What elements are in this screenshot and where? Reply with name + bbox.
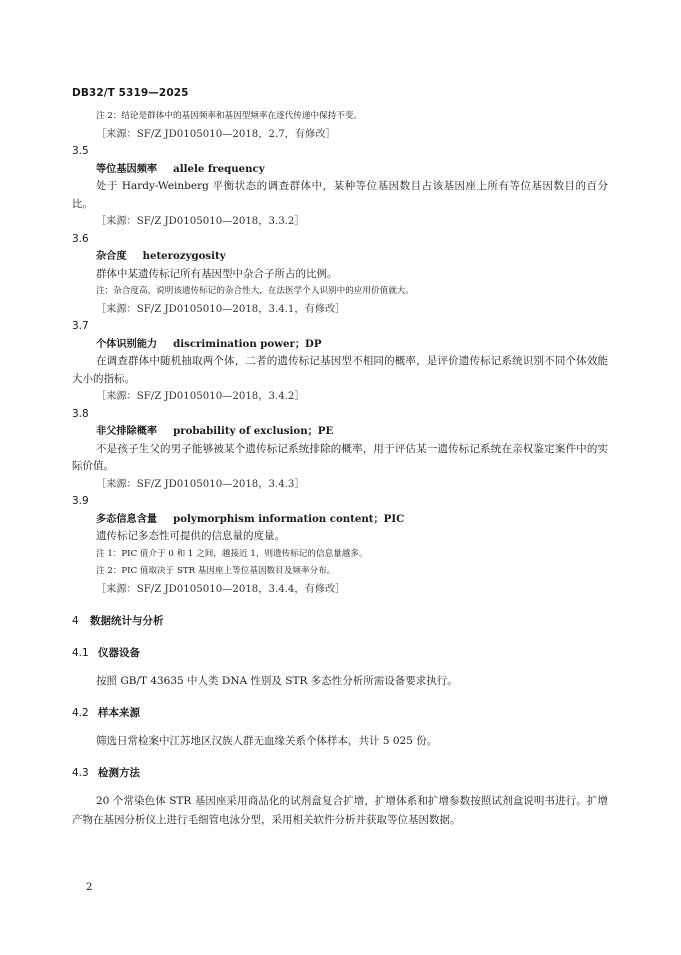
subsection-heading — [72, 705, 608, 722]
source-citation: ［来源：SF/Z JD0105010—2018，3.4.4，有修改］ — [96, 583, 346, 595]
term-heading — [72, 511, 608, 529]
subsection-title: 样本来源 — [98, 707, 140, 719]
subsection-heading — [72, 645, 608, 662]
paragraph: 20 个常染色体 STR 基因座采用商品化的试剂盒复合扩增，扩增体系和扩增参数按照试剂盒说明书进行。扩增产物在基因分析仪上进行毛细管电泳分型，采用相关软件分析并获取等位基因数据。 — [72, 795, 608, 826]
paragraph: 按照 GB/T 43635 中人类 DNA 性别及 STR 多态性分析所需设备要求执行。 — [96, 675, 458, 687]
source-citation: ［来源：SF/Z JD0105010—2018，3.4.2］ — [96, 391, 305, 402]
term-heading — [72, 248, 608, 266]
page-number: 2 — [86, 882, 93, 893]
paragraph: 筛选日常检案中江苏地区汉族人群无血缘关系个体样本，共计 5 025 份。 — [96, 735, 438, 747]
subsection-number: 4.2 — [72, 707, 89, 719]
subsection-title: 仪器设备 — [98, 647, 140, 659]
term-en: polymorphism information content；PIC — [173, 512, 405, 525]
source-citation: ［来源：SF/Z JD0105010—2018，3.4.3］ — [96, 478, 305, 490]
term-number: 3.6 — [72, 232, 89, 245]
page-content — [72, 108, 608, 830]
term-cn: 杂合度 — [96, 251, 127, 262]
note: 注：杂合度高，说明该遗传标记的杂合性大，在法医学个人识别中的应用价值就大。 — [96, 286, 414, 296]
term-definition: 在调查群体中随机抽取两个体，二者的遗传标记基因型不相同的概率，是评价遗传标记系统识别不同个体效能大小的指标。 — [72, 355, 608, 385]
term-cn: 等位基因频率 — [96, 163, 158, 175]
term-en: heterozygosity — [142, 250, 226, 262]
term-en: probability of exclusion；PE — [173, 425, 334, 437]
source-citation: ［来源：SF/Z JD0105010—2018，2.7，有修改］ — [96, 128, 336, 140]
section-title: 数据统计与分析 — [90, 615, 164, 627]
note: 注 2：PIC 值取决于 STR 基因座上等位基因数目及频率分布。 — [96, 566, 336, 576]
term-definition: 不是孩子生父的男子能够被某个遗传标记系统排除的概率，用于评估某一遗传标记系统在亲权鉴定案件中的实际价值。 — [72, 442, 608, 472]
term-cn: 个体识别能力 — [96, 338, 158, 350]
term-number: 3.7 — [72, 320, 89, 332]
source-citation: ［来源：SF/Z JD0105010—2018，3.3.2］ — [96, 216, 305, 227]
term-en: allele frequency — [173, 162, 265, 175]
term-heading — [72, 423, 608, 441]
term-cn: 非父排除概率 — [96, 426, 158, 437]
term-number: 3.5 — [72, 145, 89, 157]
section-heading — [72, 613, 608, 630]
term-definition: 遗传标记多态性可提供的信息量的度量。 — [96, 530, 285, 542]
term-heading — [72, 161, 608, 179]
term-en: discrimination power；DP — [173, 337, 322, 350]
note: 注 1：PIC 值介于 0 和 1 之间，越接近 1，则遗传标记的信息量越多。 — [96, 548, 368, 559]
note: 注 2：结论是群体中的基因频率和基因型频率在逐代传递中保持不变。 — [96, 111, 363, 121]
term-definition: 处于 Hardy-Weinberg 平衡状态的调查群体中，某种等位基因数目占该基因座上所有等位基因数目的百分比。 — [72, 180, 608, 210]
subsection-number: 4.1 — [72, 647, 89, 659]
subsection-heading — [72, 765, 608, 782]
subsection-title: 检测方法 — [98, 767, 140, 779]
term-definition: 群体中某遗传标记所有基因型中杂合子所占的比例。 — [96, 267, 338, 280]
source-citation: ［来源：SF/Z JD0105010—2018，3.4.1，有修改］ — [96, 303, 346, 315]
term-cn: 多态信息含量 — [96, 513, 158, 525]
document-code: DB32/T 5319—2025 — [72, 87, 189, 99]
subsection-number: 4.3 — [72, 767, 89, 779]
term-heading — [72, 336, 608, 354]
section-number: 4 — [72, 615, 79, 627]
term-number: 3.8 — [72, 407, 89, 420]
term-number: 3.9 — [72, 495, 89, 507]
